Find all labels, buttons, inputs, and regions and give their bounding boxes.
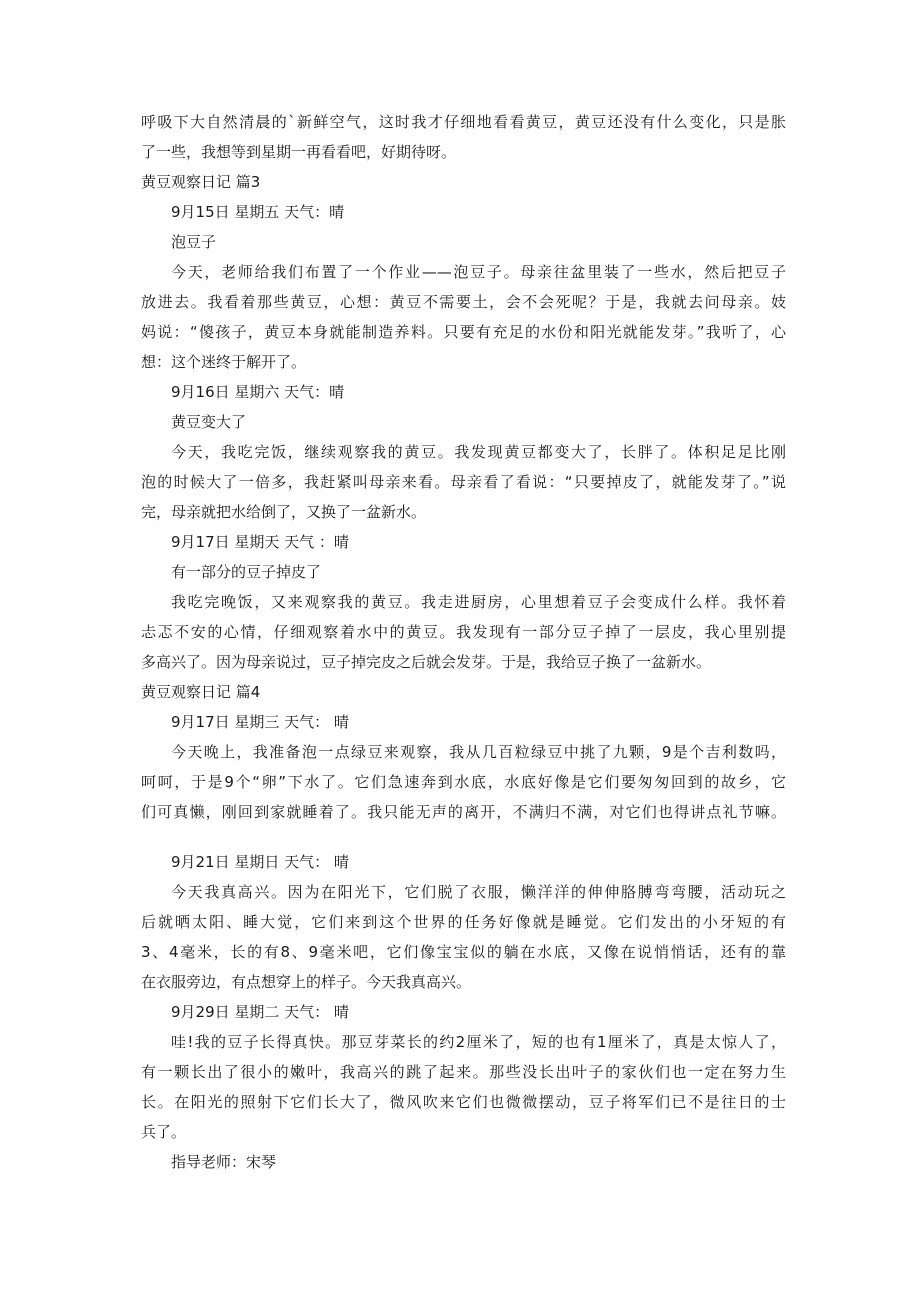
entry-title: 黄豆变大了	[171, 413, 247, 431]
paragraph-line: 放进去。我看着那些黄豆，心想：黄豆不需要土，会不会死呢？于是，我就去问母亲。妓	[141, 293, 786, 311]
paragraph-line: 想：这个迷终于解开了。	[141, 353, 307, 371]
diary-date: 9月15日 星期五 天气：晴	[171, 203, 345, 221]
paragraph-line: 呼吸下大自然清晨的`新鲜空气，这时我才仔细地看看黄豆，黄豆还没有什么变化，只是胀	[141, 113, 786, 131]
section-heading: 黄豆观察日记 篇3	[141, 173, 261, 191]
diary-date: 9月17日 星期天 天气 ：晴	[171, 533, 349, 551]
paragraph-line: 呵呵，于是9个“卵”下水了。它们急速奔到水底，水底好像是它们要匆匆回到的故乡，它	[141, 773, 786, 791]
paragraph-line: 了一些，我想等到星期一再看看吧，好期待呀。	[141, 143, 457, 161]
paragraph-line: 长。在阳光的照射下它们长大了，微风吹来它们也微微摆动，豆子将军们已不是往日的士	[141, 1093, 786, 1111]
paragraph-line: 们可真懒，刚回到家就睡着了。我只能无声的离开，不满归不满，对它们也得讲点礼节嘛。	[141, 803, 786, 821]
paragraph-line: 今天，我吃完饭，继续观察我的黄豆。我发现黄豆都变大了，长胖了。体积足足比刚	[171, 443, 786, 461]
paragraph-line: 今天晚上，我准备泡一点绿豆来观察，我从几百粒绿豆中挑了九颗，9是个吉利数吗，	[171, 743, 786, 761]
paragraph-line: 多高兴了。因为母亲说过，豆子掉完皮之后就会发芽。于是，我给豆子换了一盆新水。	[141, 653, 712, 671]
diary-date: 9月16日 星期六 天气：晴	[171, 383, 345, 401]
paragraph-line: 3、4毫米，长的有8、9毫米吧，它们像宝宝似的躺在水底，又像在说悄悄话，还有的靠	[141, 943, 786, 961]
section-heading: 黄豆观察日记 篇4	[141, 683, 261, 701]
diary-date: 9月29日 星期二 天气： 晴	[171, 1003, 349, 1021]
paragraph-line: 在衣服旁边，有点想穿上的样子。今天我真高兴。	[141, 973, 472, 991]
entry-title: 有一部分的豆子掉皮了	[171, 563, 322, 581]
paragraph-line: 有一颗长出了很小的嫩叶，我高兴的跳了起来。那些没长出叶子的家伙们也一定在努力生	[141, 1063, 786, 1081]
teacher-signature: 指导老师：宋琴	[171, 1153, 277, 1171]
paragraph-line: 泡的时候大了一倍多，我赶紧叫母亲来看。母亲看了看说：“只要掉皮了，就能发芽了。”说	[141, 473, 786, 491]
paragraph-line: 妈说：“傻孩子，黄豆本身就能制造养料。只要有充足的水份和阳光就能发芽。”我听了，心	[141, 323, 786, 341]
paragraph-line: 今天，老师给我们布置了一个作业——泡豆子。母亲往盆里装了一些水，然后把豆子	[171, 263, 786, 281]
paragraph-line: 哇!我的豆子长得真快。那豆芽菜长的约2厘米了，短的也有1厘米了，真是太惊人了，	[171, 1033, 786, 1051]
paragraph-line: 我吃完晚饭，又来观察我的黄豆。我走进厨房，心里想着豆子会变成什么样。我怀着	[171, 593, 786, 611]
paragraph-line: 后就晒太阳、睡大觉，它们来到这个世界的任务好像就是睡觉。它们发出的小牙短的有	[141, 913, 786, 931]
entry-title: 泡豆子	[171, 233, 217, 251]
paragraph-line: 完，母亲就把水给倒了，又换了一盆新水。	[141, 503, 427, 521]
paragraph-line: 今天我真高兴。因为在阳光下，它们脱了衣服，懒洋洋的伸伸胳膊弯弯腰，活动玩之	[171, 883, 786, 901]
diary-date: 9月17日 星期三 天气： 晴	[171, 713, 349, 731]
diary-date: 9月21日 星期日 天气： 晴	[171, 853, 349, 871]
paragraph-line: 忐忑不安的心情，仔细观察着水中的黄豆。我发现有一部分豆子掉了一层皮，我心里别提	[141, 623, 786, 641]
paragraph-line: 兵了。	[141, 1123, 187, 1141]
